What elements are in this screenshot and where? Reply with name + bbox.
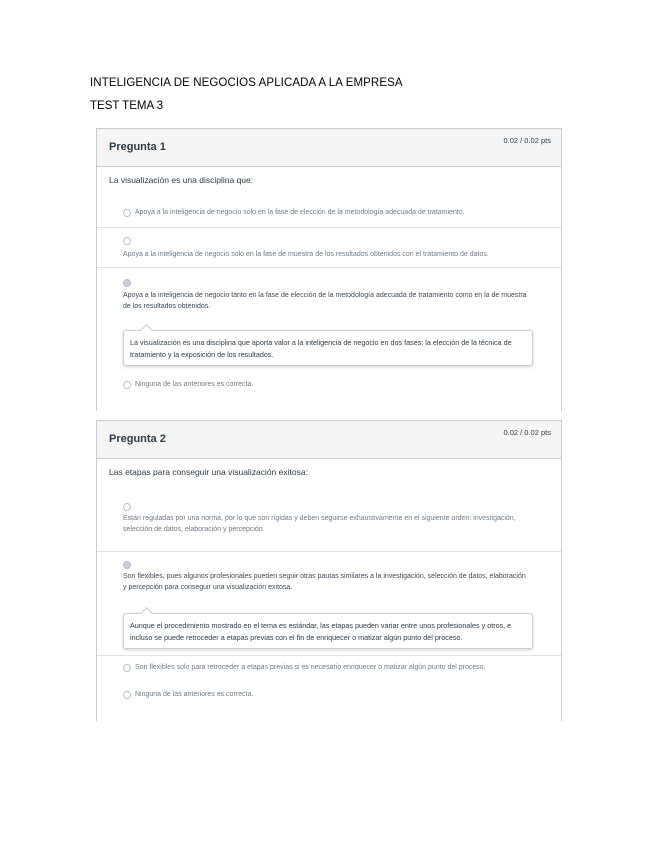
feedback-text: La visualización es una disciplina que aporta valor a la inteligencia de negocio en dos fases: la elección de la técnica de tratamiento y la exposición de los resultados. [130,338,512,359]
question-points: 0.02 / 0.02 pts [503,428,551,437]
answer-option[interactable] [97,683,561,709]
question-card-2 [96,420,562,721]
question-header [97,421,561,459]
answer-option[interactable] [97,375,561,405]
answer-option[interactable] [97,655,561,680]
answer-text: Apoya a la inteligencia de negocio solo en la fase de muestra de los resultados obtenidos con el tratamiento de datos. [123,251,489,258]
answer-text: Apoya a la inteligencia de negocio solo en la fase de elección de la metodología adecuada de tratamiento. [135,209,465,216]
question-header [97,129,561,167]
radio-button[interactable] [123,503,131,511]
radio-button-checked[interactable] [123,279,131,287]
answer-text: Apoya a la inteligencia de negocio tanto en la fase de elección de la metodología adecuada de tratamiento como en la de muestra de los resultados obtenidos. [123,292,527,310]
answer-option[interactable] [97,203,561,227]
answer-option[interactable] [97,495,561,551]
question-text: Las etapas para conseguir una visualización exitosa: [109,467,308,477]
feedback-pointer [140,324,153,337]
feedback-text: Aunque el procedimiento mostrado en el tema es estándar, las etapas pueden variar entre unos profesionales y otros, e incluso se puede retroceder a etapas previas con el fin de enriquecer o matizar algún punto del proceso. [130,621,512,642]
answer-text: Ninguna de las anteriores es correcta. [135,691,254,698]
answer-option-selected[interactable] [97,267,561,376]
radio-button-checked[interactable] [123,561,131,569]
radio-button[interactable] [123,237,131,245]
answer-text: Son flexibles solo para retroceder a etapas previas si es necesario enriquecer o matizar algún punto del proceso. [135,664,486,671]
answer-text: Ninguna de las anteriores es correcta. [135,381,254,388]
answer-option-selected[interactable] [97,551,561,654]
radio-button[interactable] [123,381,131,389]
radio-button[interactable] [123,664,131,672]
document-title: INTELIGENCIA DE NEGOCIOS APLICADA A LA EMPRESA [90,77,403,89]
answer-text: Son flexibles, pues algunos profesionales pueden seguir otras pautas similares a la investigación, selección de datos, elaboración y percepción para conseguir una visualización exitosa. [123,573,526,591]
question-points: 0.02 / 0.02 pts [503,136,551,145]
radio-button[interactable] [123,209,131,217]
answer-text: Están reguladas por una norma, por lo que son rígidas y deben seguirse exhaustivamente en el siguiente orden: investigación, selección de datos, elaboración y percepción. [123,515,516,533]
radio-button[interactable] [123,691,131,699]
question-title: Pregunta 2 [109,433,166,445]
answer-feedback [123,613,533,649]
document-subtitle: TEST TEMA 3 [90,100,164,112]
question-card-1 [96,128,562,411]
question-text: La visualización es una disciplina que: [109,175,254,185]
answer-feedback [123,330,533,366]
feedback-pointer [140,607,153,620]
question-title: Pregunta 1 [109,141,166,153]
answer-option[interactable] [97,227,561,268]
